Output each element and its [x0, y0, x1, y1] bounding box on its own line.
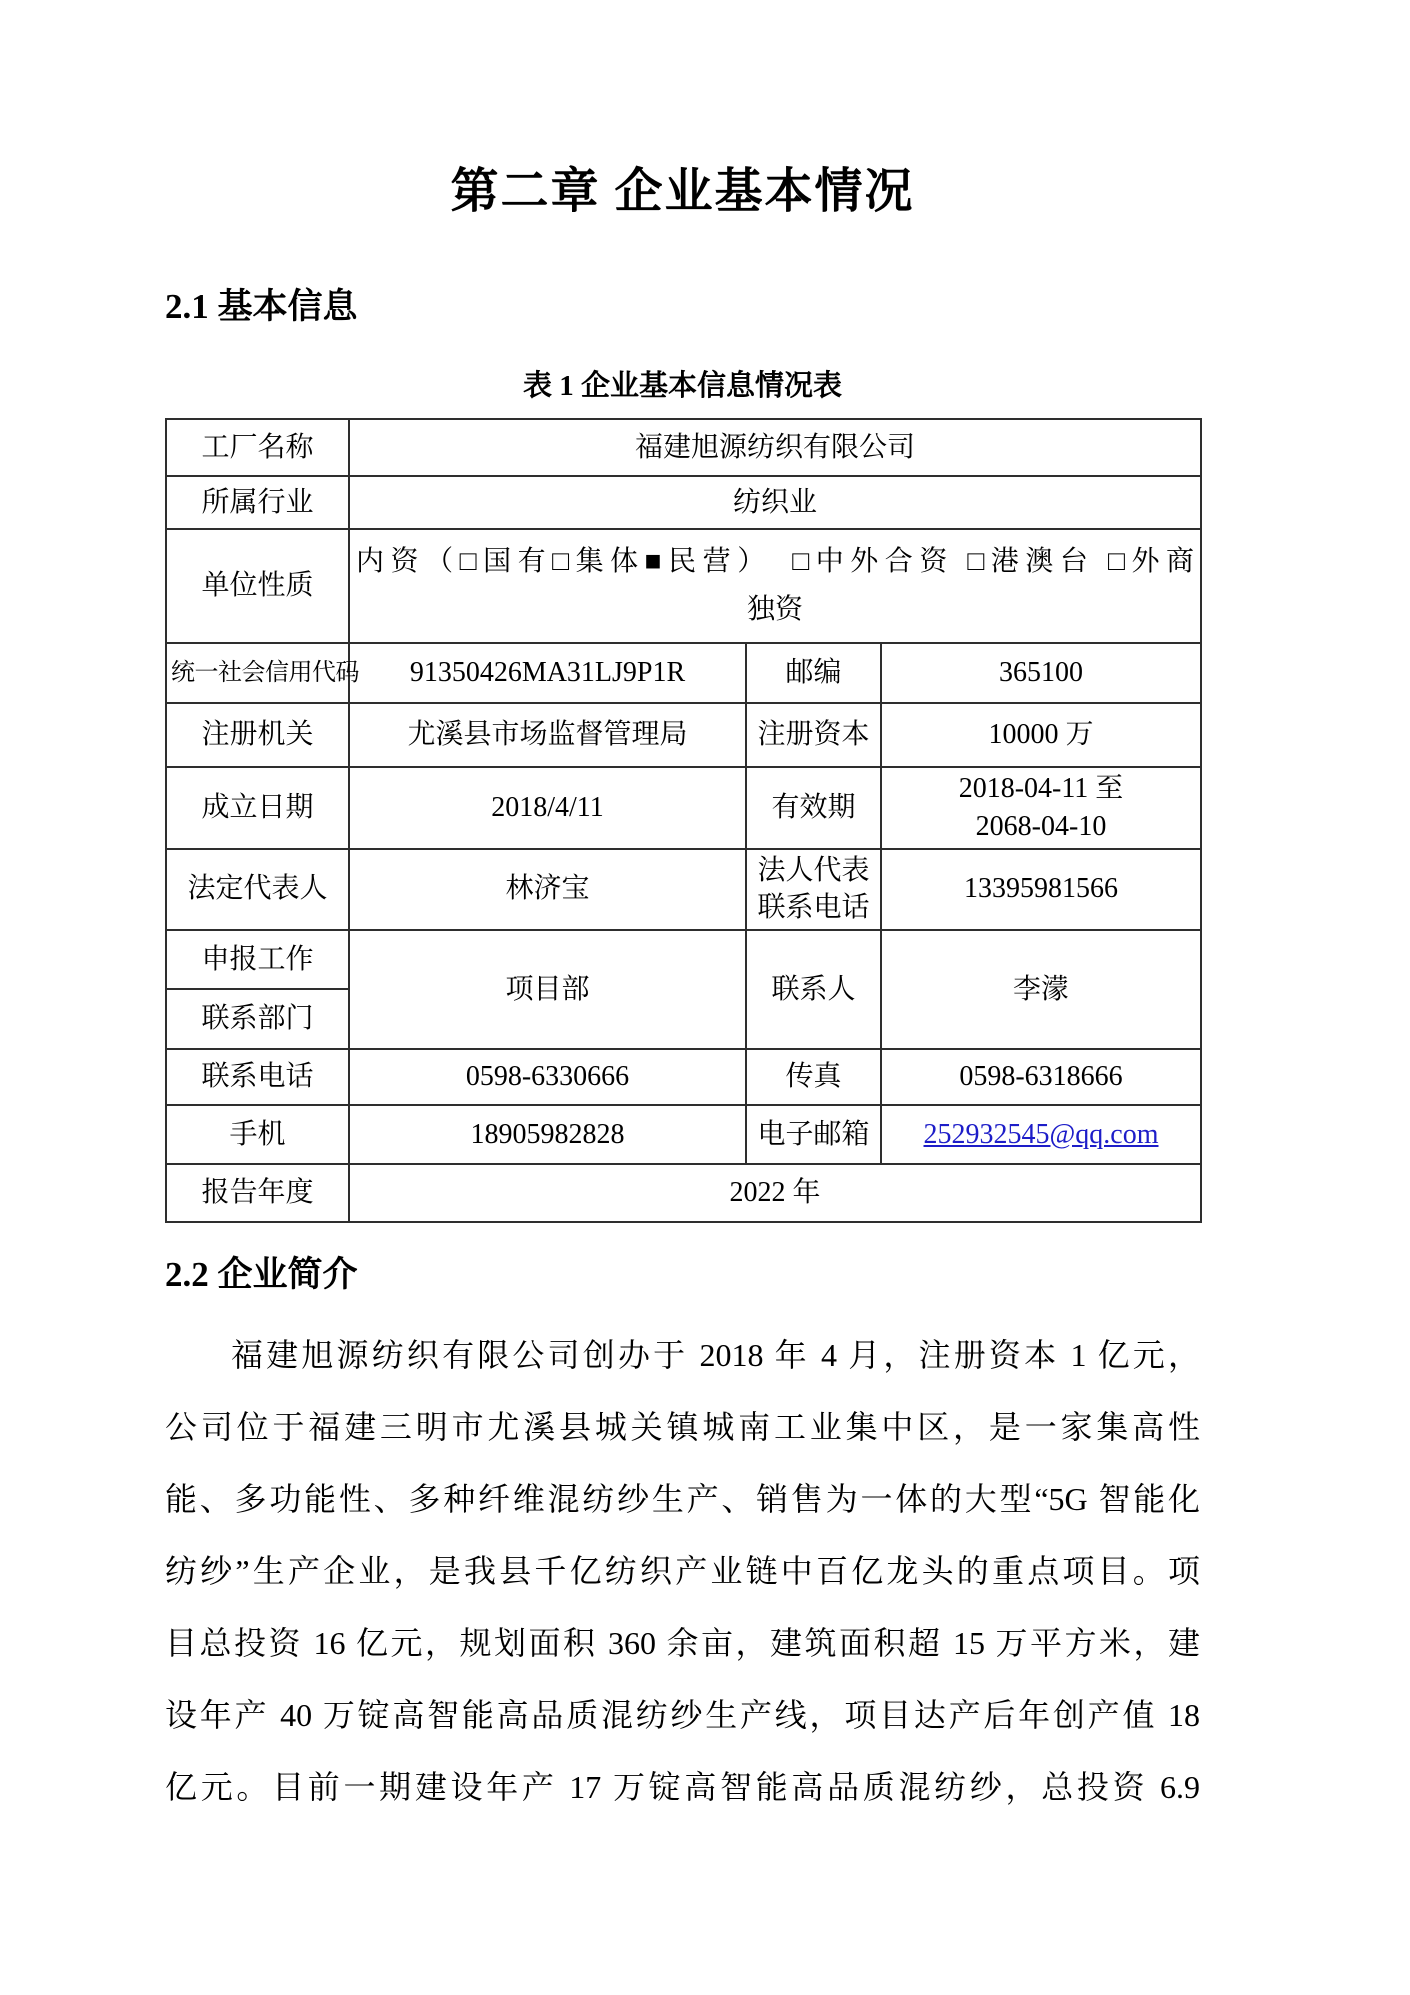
table-row	[166, 1164, 1201, 1222]
report-year-label: 报告年度	[166, 1164, 349, 1222]
declare-dept-label-bottom: 联系部门	[166, 989, 349, 1049]
postcode-value: 365100	[881, 643, 1201, 703]
unit-nature-label: 单位性质	[166, 529, 349, 643]
validity-value	[881, 767, 1201, 849]
postcode-label: 邮编	[746, 643, 881, 703]
table-row	[166, 529, 1201, 643]
contact-person-label: 联系人	[746, 930, 881, 1049]
validity-to: 2068-04-10	[975, 810, 1107, 842]
unit-nature-checkboxes: 内资（□国有□集体■民营） □中外合资 □港澳台 □外商	[356, 546, 1194, 578]
legal-rep-value: 林济宝	[349, 849, 746, 931]
email-label: 电子邮箱	[746, 1105, 881, 1164]
table-row	[166, 767, 1201, 849]
email-cell	[881, 1105, 1201, 1164]
unit-nature-checkboxes-wrap: 独资	[746, 594, 803, 625]
intro-line: 福建旭源纺织有限公司创办于 2018 年 4 月，注册资本 1 亿元，	[231, 1337, 1200, 1374]
report-year-value: 2022 年	[349, 1164, 1201, 1222]
registry-label: 注册机关	[166, 703, 349, 767]
email-link[interactable]: 252932545@qq.com	[923, 1118, 1159, 1150]
contact-phone-value: 0598-6330666	[349, 1049, 746, 1105]
registered-capital-value: 10000 万	[881, 703, 1201, 767]
intro-line: 公司位于福建三明市尤溪县城关镇城南工业集中区，是一家集高性	[165, 1409, 1200, 1446]
chapter-title: 第二章 企业基本情况	[450, 165, 915, 218]
founded-value: 2018/4/11	[349, 767, 746, 849]
unit-nature-value	[349, 529, 1201, 643]
validity-label: 有效期	[746, 767, 881, 849]
industry-value: 纺织业	[349, 476, 1201, 529]
legal-rep-phone-value: 13395981566	[881, 849, 1201, 931]
section-2-1-heading: 2.1 基本信息	[165, 287, 358, 326]
intro-line: 亿元。目前一期建设年产 17 万锭高智能高品质混纺纱，总投资 6.9	[165, 1769, 1200, 1806]
registry-value: 尤溪县市场监督管理局	[349, 703, 746, 767]
fax-value: 0598-6318666	[881, 1049, 1201, 1105]
declare-dept-value: 项目部	[349, 930, 746, 1049]
credit-code-label: 统一社会信用代码	[166, 643, 349, 703]
table-row	[166, 1049, 1201, 1105]
founded-label: 成立日期	[166, 767, 349, 849]
intro-line: 纺纱”生产企业，是我县千亿纺织产业链中百亿龙头的重点项目。项	[165, 1553, 1200, 1590]
intro-line: 能、多功能性、多种纤维混纺纱生产、销售为一体的大型“5G 智能化	[165, 1481, 1200, 1518]
contact-phone-label: 联系电话	[166, 1049, 349, 1105]
contact-person-value: 李濛	[881, 930, 1201, 1049]
factory-name-label: 工厂名称	[166, 419, 349, 476]
credit-code-value: 91350426MA31LJ9P1R	[349, 643, 746, 703]
company-intro-paragraph	[165, 1319, 1200, 1823]
table-row	[166, 849, 1201, 931]
table-row	[166, 476, 1201, 529]
fax-label: 传真	[746, 1049, 881, 1105]
factory-name-value: 福建旭源纺织有限公司	[349, 419, 1201, 476]
mobile-value: 18905982828	[349, 1105, 746, 1164]
declare-dept-label-top: 申报工作	[166, 930, 349, 989]
table-row	[166, 419, 1201, 476]
industry-label: 所属行业	[166, 476, 349, 529]
table-row	[166, 643, 1201, 703]
page-content	[165, 0, 1200, 1823]
company-info-table	[165, 418, 1202, 1223]
table-row	[166, 703, 1201, 767]
mobile-label: 手机	[166, 1105, 349, 1164]
registered-capital-label: 注册资本	[746, 703, 881, 767]
validity-from: 2018-04-11 至	[958, 773, 1124, 804]
intro-line: 目总投资 16 亿元，规划面积 360 余亩，建筑面积超 15 万平方米，建	[165, 1625, 1200, 1662]
table-row	[166, 1105, 1201, 1164]
section-2-2-heading: 2.2 企业简介	[165, 1255, 358, 1295]
intro-line: 设年产 40 万锭高智能高品质混纺纱生产线，项目达产后年创产值 18	[165, 1697, 1200, 1734]
table-row	[166, 930, 1201, 989]
legal-rep-phone-label: 法人代表联系电话	[746, 849, 881, 931]
legal-rep-label: 法定代表人	[166, 849, 349, 931]
table-caption: 表 1 企业基本信息情况表	[522, 370, 842, 402]
